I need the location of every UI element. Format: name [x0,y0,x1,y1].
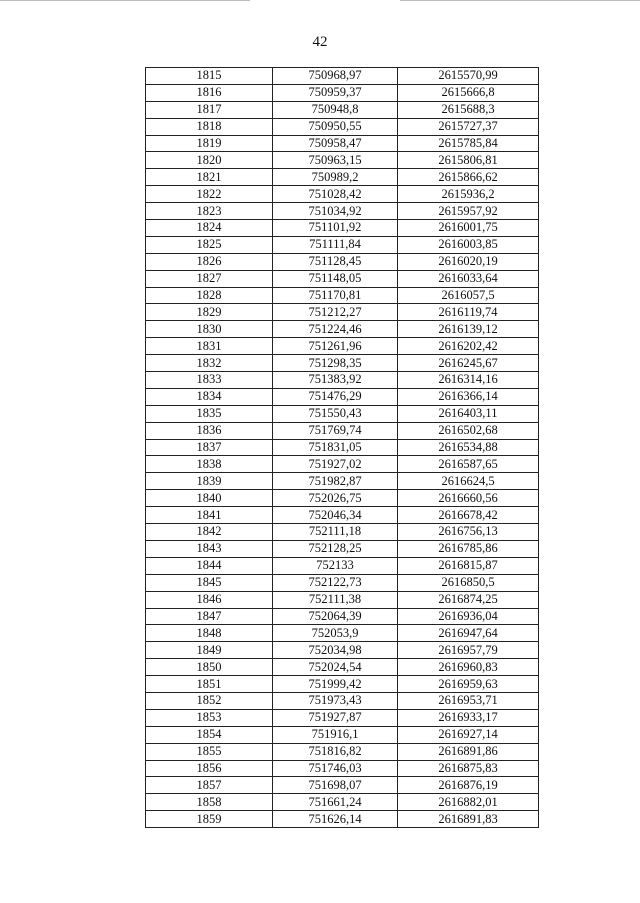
table-row [146,726,539,743]
table-row [146,456,539,473]
table-row [146,591,539,608]
x-coordinate-cell: 751816,82 [273,743,398,760]
y-coordinate-cell: 2616882,01 [398,794,539,811]
y-coordinate-cell: 2616119,74 [398,304,539,321]
y-coordinate-cell: 2616033,64 [398,270,539,287]
y-coordinate-cell: 2616003,85 [398,236,539,253]
x-coordinate-cell: 752046,34 [273,507,398,524]
x-coordinate-cell: 751028,42 [273,186,398,203]
point-number-cell: 1849 [146,642,273,659]
point-number-cell: 1836 [146,422,273,439]
y-coordinate-cell: 2616876,19 [398,777,539,794]
x-coordinate-cell: 751927,87 [273,709,398,726]
x-coordinate-cell: 752122,73 [273,574,398,591]
x-coordinate-cell: 750989,2 [273,169,398,186]
y-coordinate-cell: 2615806,81 [398,152,539,169]
x-coordinate-cell: 751111,84 [273,236,398,253]
x-coordinate-cell: 752034,98 [273,642,398,659]
point-number-cell: 1825 [146,236,273,253]
table-row [146,743,539,760]
table-row [146,321,539,338]
y-coordinate-cell: 2616957,79 [398,642,539,659]
y-coordinate-cell: 2616534,88 [398,439,539,456]
y-coordinate-cell: 2616624,5 [398,473,539,490]
y-coordinate-cell: 2616815,87 [398,557,539,574]
x-coordinate-cell: 751927,02 [273,456,398,473]
y-coordinate-cell: 2616202,42 [398,338,539,355]
y-coordinate-cell: 2616874,25 [398,591,539,608]
point-number-cell: 1856 [146,760,273,777]
table-row [146,372,539,389]
table-row [146,270,539,287]
table-row [146,777,539,794]
table-row [146,794,539,811]
y-coordinate-cell: 2615727,37 [398,118,539,135]
x-coordinate-cell: 751224,46 [273,321,398,338]
table-row [146,692,539,709]
y-coordinate-cell: 2616245,67 [398,355,539,372]
table-row [146,220,539,237]
point-number-cell: 1853 [146,709,273,726]
table-row [146,473,539,490]
table-row [146,405,539,422]
table-row [146,524,539,541]
x-coordinate-cell: 750958,47 [273,135,398,152]
table-row [146,422,539,439]
table-row [146,811,539,828]
x-coordinate-cell: 752053,9 [273,625,398,642]
point-number-cell: 1819 [146,135,273,152]
point-number-cell: 1824 [146,220,273,237]
y-coordinate-cell: 2615570,99 [398,68,539,85]
point-number-cell: 1850 [146,659,273,676]
table-row [146,642,539,659]
x-coordinate-cell: 750959,37 [273,84,398,101]
x-coordinate-cell: 750948,8 [273,101,398,118]
y-coordinate-cell: 2615866,62 [398,169,539,186]
x-coordinate-cell: 751550,43 [273,405,398,422]
point-number-cell: 1838 [146,456,273,473]
point-number-cell: 1859 [146,811,273,828]
point-number-cell: 1834 [146,388,273,405]
y-coordinate-cell: 2615936,2 [398,186,539,203]
point-number-cell: 1833 [146,372,273,389]
point-number-cell: 1841 [146,507,273,524]
y-coordinate-cell: 2616933,17 [398,709,539,726]
table-row [146,253,539,270]
x-coordinate-cell: 751212,27 [273,304,398,321]
point-number-cell: 1831 [146,338,273,355]
y-coordinate-cell: 2616960,83 [398,659,539,676]
table-row [146,135,539,152]
table-row [146,439,539,456]
x-coordinate-cell: 751916,1 [273,726,398,743]
top-edge-line-right [400,0,640,1]
y-coordinate-cell: 2616587,65 [398,456,539,473]
point-number-cell: 1827 [146,270,273,287]
table-row [146,388,539,405]
table-row [146,169,539,186]
x-coordinate-cell: 752064,39 [273,608,398,625]
x-coordinate-cell: 752128,25 [273,540,398,557]
y-coordinate-cell: 2616314,16 [398,372,539,389]
point-number-cell: 1837 [146,439,273,456]
table-row [146,507,539,524]
point-number-cell: 1818 [146,118,273,135]
table-row [146,760,539,777]
coordinates-table-body [146,68,539,828]
table-row [146,186,539,203]
point-number-cell: 1847 [146,608,273,625]
table-row [146,540,539,557]
point-number-cell: 1844 [146,557,273,574]
y-coordinate-cell: 2616001,75 [398,220,539,237]
x-coordinate-cell: 751698,07 [273,777,398,794]
point-number-cell: 1851 [146,676,273,693]
table-row [146,676,539,693]
table-row [146,625,539,642]
x-coordinate-cell: 751170,81 [273,287,398,304]
point-number-cell: 1855 [146,743,273,760]
x-coordinate-cell: 752133 [273,557,398,574]
x-coordinate-cell: 751982,87 [273,473,398,490]
table-row [146,68,539,85]
y-coordinate-cell: 2616756,13 [398,524,539,541]
page-number: 42 [312,34,328,50]
x-coordinate-cell: 750968,97 [273,68,398,85]
point-number-cell: 1817 [146,101,273,118]
y-coordinate-cell: 2615688,3 [398,101,539,118]
x-coordinate-cell: 750963,15 [273,152,398,169]
x-coordinate-cell: 752024,54 [273,659,398,676]
y-coordinate-cell: 2616020,19 [398,253,539,270]
point-number-cell: 1815 [146,68,273,85]
table-row [146,490,539,507]
y-coordinate-cell: 2616850,5 [398,574,539,591]
point-number-cell: 1845 [146,574,273,591]
table-row [146,574,539,591]
coordinates-table [145,67,539,828]
table-row [146,304,539,321]
point-number-cell: 1821 [146,169,273,186]
point-number-cell: 1820 [146,152,273,169]
point-number-cell: 1842 [146,524,273,541]
point-number-cell: 1826 [146,253,273,270]
x-coordinate-cell: 751128,45 [273,253,398,270]
table-row [146,287,539,304]
point-number-cell: 1822 [146,186,273,203]
y-coordinate-cell: 2616785,86 [398,540,539,557]
point-number-cell: 1829 [146,304,273,321]
x-coordinate-cell: 751831,05 [273,439,398,456]
table-row [146,557,539,574]
table-row [146,236,539,253]
table-row [146,101,539,118]
table-row [146,84,539,101]
point-number-cell: 1858 [146,794,273,811]
point-number-cell: 1816 [146,84,273,101]
x-coordinate-cell: 751661,24 [273,794,398,811]
y-coordinate-cell: 2616953,71 [398,692,539,709]
x-coordinate-cell: 751383,92 [273,372,398,389]
table-row [146,338,539,355]
point-number-cell: 1857 [146,777,273,794]
x-coordinate-cell: 751298,35 [273,355,398,372]
y-coordinate-cell: 2616403,11 [398,405,539,422]
y-coordinate-cell: 2616366,14 [398,388,539,405]
y-coordinate-cell: 2616502,68 [398,422,539,439]
x-coordinate-cell: 751034,92 [273,203,398,220]
point-number-cell: 1830 [146,321,273,338]
x-coordinate-cell: 751101,92 [273,220,398,237]
table-row [146,203,539,220]
point-number-cell: 1828 [146,287,273,304]
x-coordinate-cell: 751746,03 [273,760,398,777]
y-coordinate-cell: 2616927,14 [398,726,539,743]
table-row [146,709,539,726]
point-number-cell: 1848 [146,625,273,642]
point-number-cell: 1835 [146,405,273,422]
x-coordinate-cell: 751769,74 [273,422,398,439]
point-number-cell: 1852 [146,692,273,709]
y-coordinate-cell: 2616678,42 [398,507,539,524]
point-number-cell: 1846 [146,591,273,608]
y-coordinate-cell: 2615785,84 [398,135,539,152]
table-row [146,659,539,676]
point-number-cell: 1843 [146,540,273,557]
point-number-cell: 1854 [146,726,273,743]
y-coordinate-cell: 2615666,8 [398,84,539,101]
table-row [146,608,539,625]
x-coordinate-cell: 751626,14 [273,811,398,828]
y-coordinate-cell: 2616891,83 [398,811,539,828]
table-row [146,152,539,169]
point-number-cell: 1832 [146,355,273,372]
top-edge-line-left [0,0,250,1]
y-coordinate-cell: 2616891,86 [398,743,539,760]
y-coordinate-cell: 2616057,5 [398,287,539,304]
x-coordinate-cell: 751261,96 [273,338,398,355]
x-coordinate-cell: 751973,43 [273,692,398,709]
x-coordinate-cell: 751476,29 [273,388,398,405]
y-coordinate-cell: 2616959,63 [398,676,539,693]
x-coordinate-cell: 750950,55 [273,118,398,135]
y-coordinate-cell: 2616660,56 [398,490,539,507]
x-coordinate-cell: 752026,75 [273,490,398,507]
y-coordinate-cell: 2616875,83 [398,760,539,777]
x-coordinate-cell: 752111,18 [273,524,398,541]
y-coordinate-cell: 2616936,04 [398,608,539,625]
point-number-cell: 1839 [146,473,273,490]
point-number-cell: 1823 [146,203,273,220]
table-row [146,355,539,372]
point-number-cell: 1840 [146,490,273,507]
y-coordinate-cell: 2616139,12 [398,321,539,338]
x-coordinate-cell: 751999,42 [273,676,398,693]
x-coordinate-cell: 752111,38 [273,591,398,608]
y-coordinate-cell: 2616947,64 [398,625,539,642]
y-coordinate-cell: 2615957,92 [398,203,539,220]
table-row [146,118,539,135]
x-coordinate-cell: 751148,05 [273,270,398,287]
